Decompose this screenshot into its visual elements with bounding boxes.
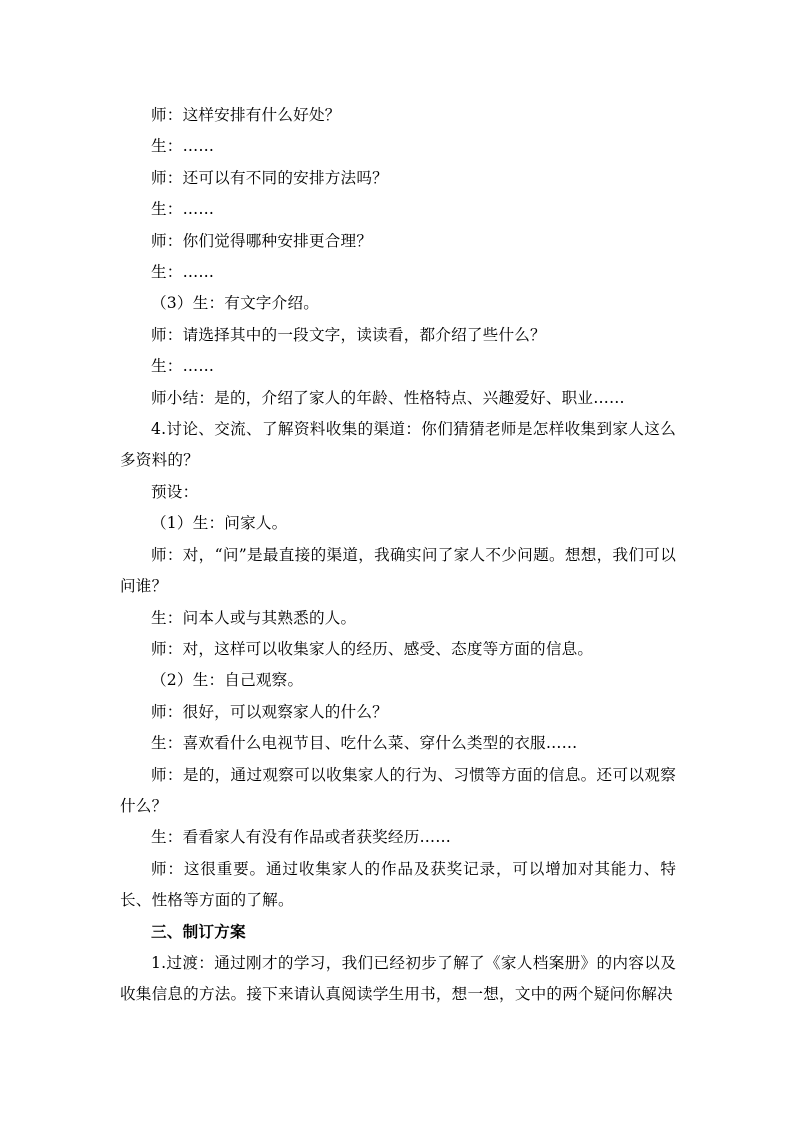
paragraph: 生：…… xyxy=(151,263,215,282)
paragraph: 师：还可以有不同的安排方法吗？ xyxy=(151,168,388,187)
paragraph: 4.讨论、交流、了解资料收集的渠道：你们猜猜老师是怎样收集到家人这么多资料的？ xyxy=(120,420,676,470)
paragraph: 师：请选择其中的一段文字，读读看，都介绍了些什么？ xyxy=(151,325,546,344)
paragraph: 师：你们觉得哪种安排更合理？ xyxy=(151,231,373,250)
paragraph: 师：这很重要。通过收集家人的作品及获奖记录，可以增加对其能力、特长、性格等方面的了解。 xyxy=(120,859,676,910)
paragraph: 师：对，这样可以收集家人的经历、感受、态度等方面的信息。 xyxy=(151,639,594,658)
paragraph: 预设： xyxy=(151,482,199,501)
document-page xyxy=(120,100,676,1011)
paragraph: 生：…… xyxy=(151,357,215,376)
section-heading: 三、制订方案 xyxy=(151,922,246,941)
paragraph: 生：…… xyxy=(151,137,215,156)
paragraph: 师：很好，可以观察家人的什么？ xyxy=(151,702,388,721)
paragraph: （3）生：有文字介绍。 xyxy=(151,294,320,313)
paragraph: 师小结：是的，介绍了家人的年龄、性格特点、兴趣爱好、职业…… xyxy=(151,388,625,407)
paragraph: 师：是的，通过观察可以收集家人的行为、习惯等方面的信息。还可以观察什么？ xyxy=(120,765,676,815)
paragraph: 生：问本人或与其熟悉的人。 xyxy=(151,608,357,627)
paragraph: 师：对，“问”是最直接的渠道，我确实问了家人不少问题。想想，我们可以问谁？ xyxy=(120,545,676,596)
paragraph: 生：…… xyxy=(151,200,215,219)
paragraph: （2）生：自己观察。 xyxy=(151,671,304,690)
paragraph: 师：这样安排有什么好处？ xyxy=(151,106,341,124)
paragraph: 生：看看家人有没有作品或者获奖经历…… xyxy=(151,828,452,847)
paragraph: 生：喜欢看什么电视节目、吃什么菜、穿什么类型的衣服…… xyxy=(151,734,578,753)
paragraph: 1.过渡：通过刚才的学习，我们已经初步了解了《家人档案册》的内容以及收集信息的方法。接下来请认真阅读学生用书，想一想，文中的两个疑问你解决 xyxy=(120,953,676,1004)
paragraph: （1）生：问家人。 xyxy=(151,514,288,533)
